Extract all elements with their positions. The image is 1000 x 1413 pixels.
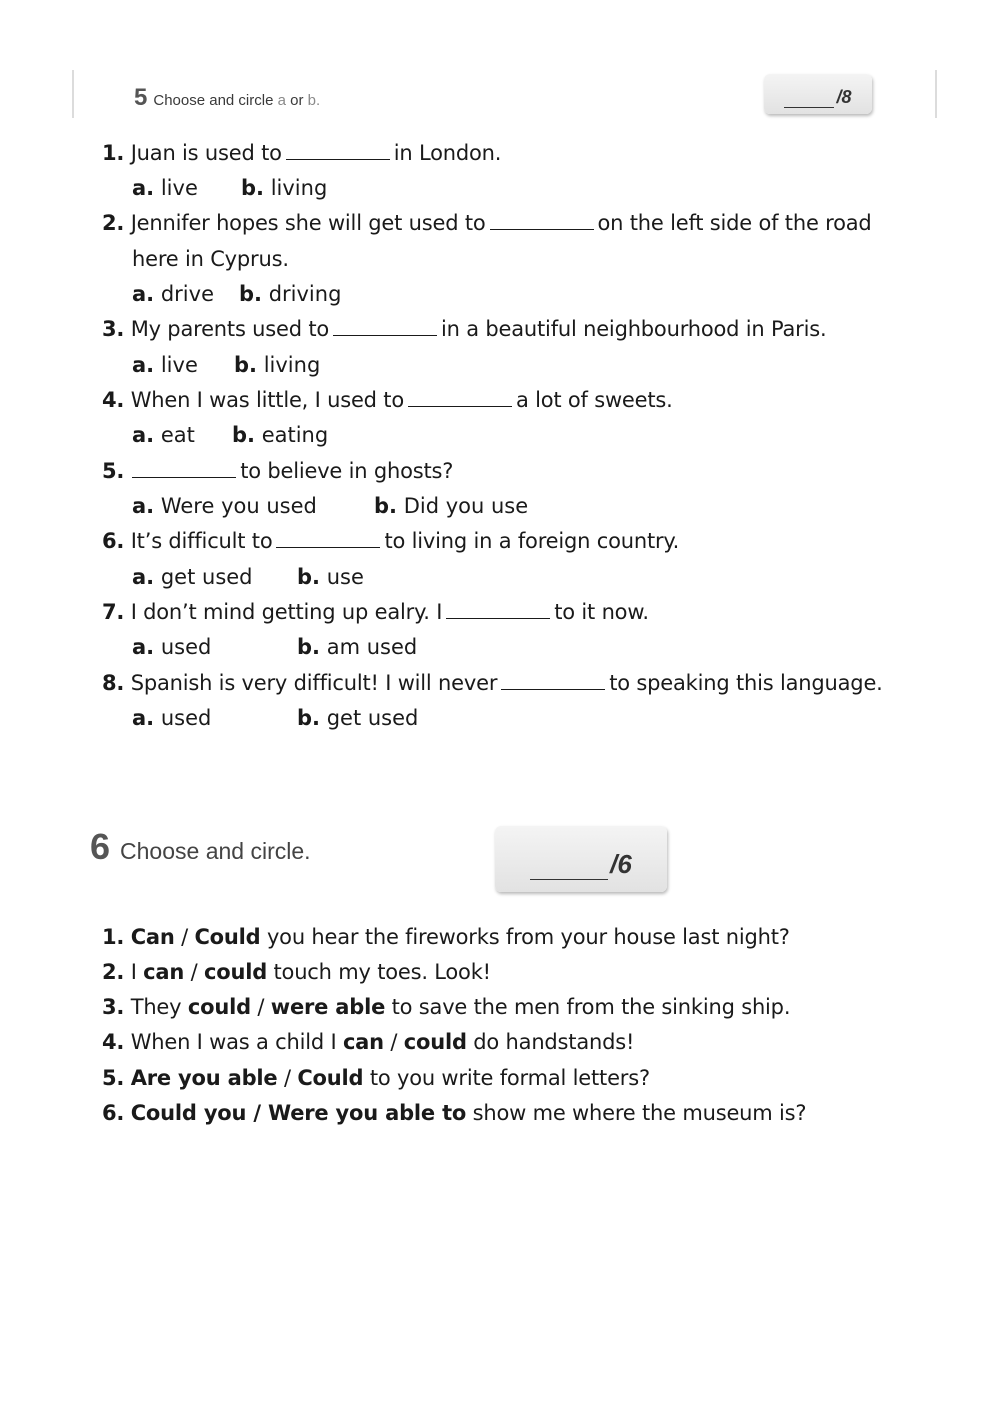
option-b[interactable]: eating [261,423,329,447]
section5-score: /8 [836,87,852,107]
choice-2[interactable]: could [403,1030,467,1054]
options-6-b [297,562,364,592]
question-text: I don’t mind getting up ealry. I [130,600,443,624]
item-number: 3. [102,995,125,1019]
question-number: 6. [102,529,125,553]
answer-blank[interactable] [408,386,512,407]
choice-2[interactable]: Could [194,925,261,949]
item-number: 6. [102,1101,125,1125]
answer-blank[interactable] [132,457,236,478]
option-a[interactable]: get used [160,565,253,589]
options-4 [132,420,195,450]
section6-number: 6 [90,826,111,867]
option-a-label: a. [132,176,155,200]
options-8 [132,703,211,733]
options-7 [132,632,211,662]
section5-header [134,84,320,112]
question-number: 2. [102,211,125,235]
item-6 [102,1098,806,1128]
question-text: When I was little, I used to [130,388,404,412]
question-text-after: to speaking this language. [609,671,883,695]
choice-separator: / [250,995,271,1019]
options-2-b [239,279,341,309]
item-3 [102,992,790,1022]
options-7-b [297,632,417,662]
item-text: do handstands! [466,1030,635,1054]
option-a-label: a. [132,494,155,518]
question-2 [102,208,872,238]
option-a[interactable]: Were you used [160,494,317,518]
option-a-label: a. [132,565,155,589]
question-number: 8. [102,671,125,695]
option-a[interactable]: used [160,635,212,659]
instruction-conj: or [285,92,308,109]
question-text: Juan is used to [130,141,282,165]
item-text-pre: I [130,960,144,984]
choice-2[interactable]: could [203,960,268,984]
question-2-cont: here in Cyprus. [132,247,289,271]
item-5 [102,1063,650,1093]
item-text: you hear the fireworks from your house last night? [260,925,790,949]
item-text-pre: They [130,995,188,1019]
section6-score-box [495,826,667,892]
options-3-b [234,350,320,380]
item-1 [102,922,790,952]
instruction-letter-b: b. [307,92,321,109]
item-text: touch my toes. Look! [267,960,491,984]
answer-blank[interactable] [501,669,605,690]
item-text-pre: When I was a child I [130,1030,343,1054]
option-a[interactable]: used [160,706,212,730]
choice-1[interactable]: can [143,960,185,984]
question-6 [102,526,679,556]
choice-2[interactable]: were able [270,995,386,1019]
instruction-letter-a: a [277,92,286,109]
option-b[interactable]: living [263,353,321,377]
item-text: show me where the museum is? [466,1101,807,1125]
question-text: It’s difficult to [130,529,273,553]
item-text: to save the men from the sinking ship. [385,995,791,1019]
choice-2[interactable]: Could [297,1066,364,1090]
question-text-after: in a beautiful neighbourhood in Paris. [441,317,827,341]
question-number: 5. [102,459,125,483]
item-2 [102,957,491,987]
item-4 [102,1027,634,1057]
instruction-prefix: Choose and circle [153,92,278,109]
choice-separator: / [383,1030,404,1054]
option-b-label: b. [374,494,398,518]
item-number: 2. [102,960,125,984]
answer-blank[interactable] [333,315,437,336]
answer-blank[interactable] [286,139,390,160]
option-b-label: b. [297,635,321,659]
score-blank [530,879,608,880]
question-text-after: a lot of sweets. [515,388,673,412]
section6-instruction: Choose and circle. [120,838,311,864]
options-8-b [297,703,418,733]
option-a-label: a. [132,706,155,730]
question-text: Spanish is very difficult! I will never [130,671,498,695]
question-1 [102,138,501,168]
choice-1[interactable]: Are you able [130,1066,278,1090]
option-b-label: b. [239,282,263,306]
question-text-after: to living in a foreign country. [384,529,680,553]
options-5 [132,491,317,521]
answer-blank[interactable] [490,209,594,230]
question-number: 4. [102,388,125,412]
option-b[interactable]: living [270,176,328,200]
options-1-b [241,173,327,203]
option-a[interactable]: live [160,353,198,377]
section5-instruction [153,92,320,109]
options-4-b [232,420,328,450]
choice-1[interactable]: can [342,1030,384,1054]
options-3 [132,350,198,380]
choice-separator: / [184,960,204,984]
item-number: 4. [102,1030,125,1054]
option-b[interactable]: driving [268,282,342,306]
choice-1[interactable]: could [187,995,251,1019]
choice-separator: / [174,925,195,949]
answer-blank[interactable] [276,527,380,548]
options-6 [132,562,253,592]
left-frame-line [72,70,74,118]
option-b-label: b. [297,565,321,589]
question-3 [102,314,826,344]
section6-score: /6 [610,849,632,879]
options-2 [132,279,214,309]
question-8 [102,668,883,698]
section5-score-box [764,74,872,114]
question-4 [102,385,673,415]
option-b[interactable]: get used [326,706,419,730]
section5-number: 5 [134,84,148,111]
option-a-label: a. [132,423,155,447]
option-b-label: b. [234,353,258,377]
question-text: Jennifer hopes she will get used to [130,211,486,235]
section6-header [90,826,311,868]
question-text-after: in London. [393,141,502,165]
answer-blank[interactable] [446,598,550,619]
choice-options[interactable]: Could you / Were you able to [130,1101,467,1125]
option-b[interactable]: Did you use [403,494,529,518]
right-frame-line [935,70,937,118]
options-5-b [374,491,528,521]
question-number: 7. [102,600,125,624]
question-number: 3. [102,317,125,341]
score-blank [784,107,834,108]
option-a-label: a. [132,282,155,306]
option-b[interactable]: am used [326,635,418,659]
question-number: 1. [102,141,125,165]
choice-1[interactable]: Can [130,925,175,949]
option-b-label: b. [232,423,256,447]
question-text-after: on the left side of the road [597,211,872,235]
question-text-after: to believe in ghosts? [240,459,454,483]
option-a[interactable]: live [160,176,198,200]
options-1 [132,173,198,203]
item-number: 5. [102,1066,125,1090]
question-5 [102,456,453,486]
item-number: 1. [102,925,125,949]
option-a-label: a. [132,635,155,659]
item-text: to you write formal letters? [363,1066,650,1090]
option-a[interactable]: eat [160,423,195,447]
question-7 [102,597,649,627]
question-text: My parents used to [130,317,330,341]
option-a-label: a. [132,353,155,377]
question-text-after: to it now. [554,600,649,624]
option-b-label: b. [241,176,265,200]
option-b-label: b. [297,706,321,730]
option-a[interactable]: drive [160,282,214,306]
choice-separator: / [277,1066,298,1090]
option-b[interactable]: use [326,565,364,589]
